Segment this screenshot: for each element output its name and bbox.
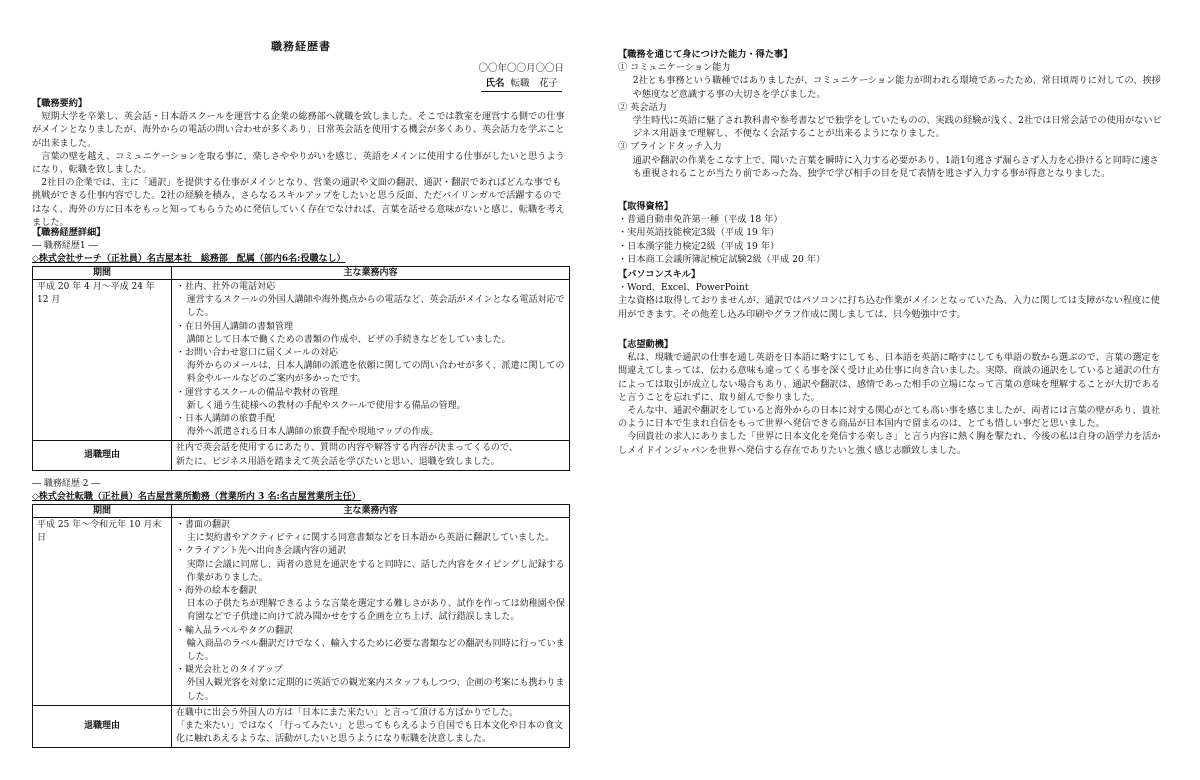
duty-heading: ・輸入品ラベルやタグの翻訳 bbox=[176, 625, 294, 636]
duty-detail: 主に契約書やアクティビティに関する同意書類などを日本語から英語に翻訳していました。 bbox=[186, 533, 555, 544]
reason-line: 社内で英会話を使用するにあたり、質問の内容や解答する内容が決まってくるので、 bbox=[176, 443, 518, 454]
skill-heading: ① コミュニケーション能力 bbox=[618, 62, 731, 74]
table-row bbox=[33, 441, 570, 470]
job1-label: ― 職務経歴1 ― bbox=[32, 241, 98, 251]
pc-skills-line: ・Word、Excel、PowerPoint bbox=[618, 282, 749, 294]
document-title: 職務経歴書 bbox=[271, 40, 331, 53]
motivation-paragraph: 私は、現職で通訳の仕事を通し英語を日本語に略すにしても、日本語を英語に略すにしても単語の数から選ぶので、言葉の選定を間違えてしまっては、伝わる意味も違ってくる事を深く受け止め仕事に向き合いました。実際、商談の通訳をしていると通訳の仕方によっては取引が成立しない場合もあり、通訳や翻訳は、感情であった相手の立場になって言葉の意味を理解することが大切であると言うことを忘れずに、取り組んで参りました。 bbox=[618, 352, 1161, 403]
duty-detail: 外国人観光客を対象に定期的に英語での観光案内スタッフもしつつ、企画の考案にも携わりました。 bbox=[186, 678, 565, 702]
detail-heading: 【職務経歴詳細】 bbox=[32, 227, 106, 238]
col-content: 主な業務内容 bbox=[172, 505, 570, 518]
duty-detail: 輸入商品のラベル翻訳だけでなく、輸入するために必要な書類などの翻訳も同時に行っていました。 bbox=[186, 638, 565, 663]
duty-detail: 海外へ派遣される日本人講師の旅費手配や現地マップの作成。 bbox=[186, 427, 439, 438]
job2-label: ― 職務経歴 2 ― bbox=[32, 479, 101, 489]
summary-paragraph: 2社目の企業では、主に「通訳」を提供する仕事がメインとなり、営業の通訳や文面の翻訳、通訳・翻訳であればどんな事でも挑戦ができる仕事内容でした。2社の経験を積み、さらなるスキルアップをしたいと思う反面、ただバイリンガルで活躍するのではなく、海外の方に日本をもっと知ってもらうために発信していく存在でなければ、言葉を話せる意味がないと感じ、転職を考えました。 bbox=[32, 177, 565, 228]
table-header-row bbox=[33, 267, 570, 280]
job1-period: 平成 20 年 4 月～平成 24 年 12 月 bbox=[33, 280, 172, 441]
licenses-heading: 【取得資格】 bbox=[618, 201, 674, 212]
job1-company: ◇株式会社サーチ（正社員）名古屋本社 総務部 配属（部内6名:役職なし） bbox=[32, 254, 346, 264]
duty-detail: 新しく通う生徒様への教材の手配やスクールで使用する備品の管理。 bbox=[186, 400, 466, 411]
table-row bbox=[33, 518, 570, 706]
skill-detail: 2社とも事務という職種ではありましたが、コミュニケーション能力が問われる環境であったため、常日頃周りに対しての、挨拶や態度など意識する事の大切さを学びました。 bbox=[632, 75, 1161, 100]
duty-heading: ・クライアント先へ出向き会議内容の通訳 bbox=[176, 546, 347, 557]
pc-skills-heading: 【パソコンスキル】 bbox=[618, 269, 701, 280]
skill-detail: 学生時代に英語に魅了され教科書や参考書などで独学をしていたものの、実践の経験が浅く、2社では日常会話での使用がないビジネス用語まで理解し、不便なく会話することが出来るようになりました。 bbox=[632, 115, 1162, 140]
reason-line: 新たに、ビジネス用語を踏まえて英会話を学びたいと思い、退職を致しました。 bbox=[176, 456, 500, 467]
summary-paragraph: 短期大学を卒業し、英会話・日本語スクールを運営する企業の総務部へ就職を致しました。そこでは教室を運営する側での仕事がメインとなりましたが、海外からの電話の問い合わせが多くあり、日常英会話を使用する機会が多くあり、英会話力を学ぶことが出来ました。 bbox=[32, 111, 565, 149]
duty-heading: ・書面の翻訳 bbox=[176, 520, 231, 530]
pc-skills-section bbox=[618, 268, 1166, 321]
license-item: ・実用英語技能検定3級（平成 19 年） bbox=[618, 227, 780, 239]
duty-heading: ・観光会社とのタイアップ bbox=[176, 665, 283, 676]
job2-duties bbox=[172, 518, 570, 706]
reason-line: 「また来たい」ではなく「行ってみたい」と思ってもらえるよう自国でも日本文化や日本の食文化に触れあえるような、活動がしたいと思うようになり転職を決意しました。 bbox=[176, 721, 564, 745]
col-content: 主な業務内容 bbox=[172, 267, 570, 280]
motivation-section bbox=[618, 338, 1166, 457]
motivation-heading: 【志望動機】 bbox=[618, 339, 674, 350]
job2-reason-label: 退職理由 bbox=[33, 705, 172, 748]
job2-table bbox=[32, 504, 570, 748]
skill-detail: 通訳や翻訳の作業をこなす上で、聞いた言葉を瞬時に入力する必要があり、1語1句逃さず漏らさず入力を心掛けると同時に速さも重視されることが当たり前であった為、独学で学び相手の目を見て表情を逃さず入力する事が得意となりました。 bbox=[632, 154, 1159, 179]
job2-company: ◇株式会社転職（正社員）名古屋営業所勤務（営業所内 3 名:名古屋営業所主任） bbox=[32, 492, 361, 502]
licenses-section bbox=[618, 200, 1166, 266]
duty-detail: 日本の子供たちが理解できるような言葉を選定する難しさがあり、試作を作っては幼稚園や保育園などで子供達に向けて読み聞かせをする企画を立ち上げ、試行錯誤しました。 bbox=[186, 599, 565, 623]
skill-heading: ③ ブラインドタッチ入力 bbox=[618, 141, 722, 153]
duty-detail: 講師として日本で働くための書類の作成や、ビザの手続きなどをしていました。 bbox=[186, 334, 511, 345]
duty-heading: ・運営するスクールの備品や教材の管理 bbox=[176, 387, 338, 398]
duty-heading: ・お問い合わせ窓口に届くメールの対応 bbox=[176, 348, 338, 359]
duty-heading: ・社内、社外の電話対応 bbox=[176, 282, 276, 292]
col-period: 期間 bbox=[33, 267, 172, 280]
table-header-row bbox=[33, 505, 570, 518]
summary-section bbox=[32, 97, 570, 229]
duty-heading: ・日本人講師の旅費手配 bbox=[176, 414, 276, 425]
job2-period: 平成 25 年～令和元年 10 月末日 bbox=[33, 518, 172, 706]
duty-heading: ・海外の絵本を翻訳 bbox=[176, 586, 258, 597]
name-label: 氏名 bbox=[485, 78, 505, 89]
skills-heading: 【職務を通じて身につけた能力・得た事】 bbox=[618, 49, 793, 60]
license-item: ・日本漢字能力検定2級（平成 19 年） bbox=[618, 240, 780, 252]
summary-paragraph: 言葉の壁を越え、コミュニケーションを取る事に、楽しさややりがいを感じ、英語をメインに使用する仕事がしたいと思うようになり、転職を致しました。 bbox=[32, 150, 565, 176]
duty-detail: 運営するスクールの外国人講師や海外拠点からの電話など、英会話がメインとなる電話対応でした。 bbox=[186, 295, 565, 319]
summary-heading: 【職務要約】 bbox=[32, 98, 88, 109]
job2-reason bbox=[172, 705, 570, 748]
duty-detail: 実際に会議に同席し、両者の意見を通訳をすると同時に、話した内容をタイピングし記録する作業がありました。 bbox=[186, 559, 565, 583]
col-period: 期間 bbox=[33, 505, 172, 518]
job1-duties bbox=[172, 280, 570, 441]
name-value: 転職 花子 bbox=[510, 78, 558, 89]
duty-heading: ・在日外国人講師の書類管理 bbox=[176, 321, 294, 332]
skills-section bbox=[618, 48, 1166, 180]
job1-table bbox=[32, 266, 570, 471]
document-date: 〇〇年〇〇月〇〇日 bbox=[478, 63, 564, 74]
motivation-paragraph: 今回貴社の求人にありました「世界に日本文化を発信する楽しさ」と言う内容に熱く胸を撃たれ、今後の私は自身の語学力を活かしメイドインジャパンを世界へ発信する存在でありたいと強く感じ志願致しました。 bbox=[618, 431, 1161, 456]
reason-line: 在職中に出会う外国人の方は「日本にまた来たい」と言って頂ける方ばかりでした。 bbox=[176, 707, 519, 718]
applicant-name bbox=[481, 77, 562, 92]
job1-reason-label: 退職理由 bbox=[33, 441, 172, 470]
pc-skills-line: 主な資格は取得しておりませんが、通訳ではパソコンに打ち込む作業がメインとなっていた為、入力に関しては支障がない程度に使用ができます。その他差し込み印刷やグラフ作成に関しましては、只今勉強中です。 bbox=[618, 295, 1160, 320]
table-row bbox=[33, 705, 570, 748]
license-item: ・普通自動車免許第一種（平成 18 年） bbox=[618, 214, 783, 226]
skill-heading: ② 英会話力 bbox=[618, 101, 667, 113]
job1-reason bbox=[172, 441, 570, 470]
motivation-paragraph: そんな中、通訳や翻訳をしていると海外からの日本に対する関心がとても高い事を感じましたが、両者には言葉の壁があり、貴社のように日本で生まれ自信をもって世界へ発信できる商品が日本国内で留まるのは、とても惜しい事だと思いました。 bbox=[618, 405, 1161, 430]
license-item: ・日本商工会議所簿記検定試験2級（平成 20 年） bbox=[618, 253, 826, 265]
duty-detail: 海外からのメールは、日本人講師の派遣を依頼に関しての問い合わせが多く、派遣に関しての料金やルールなどのご案内が多かったです。 bbox=[186, 361, 565, 385]
table-row bbox=[33, 280, 570, 441]
